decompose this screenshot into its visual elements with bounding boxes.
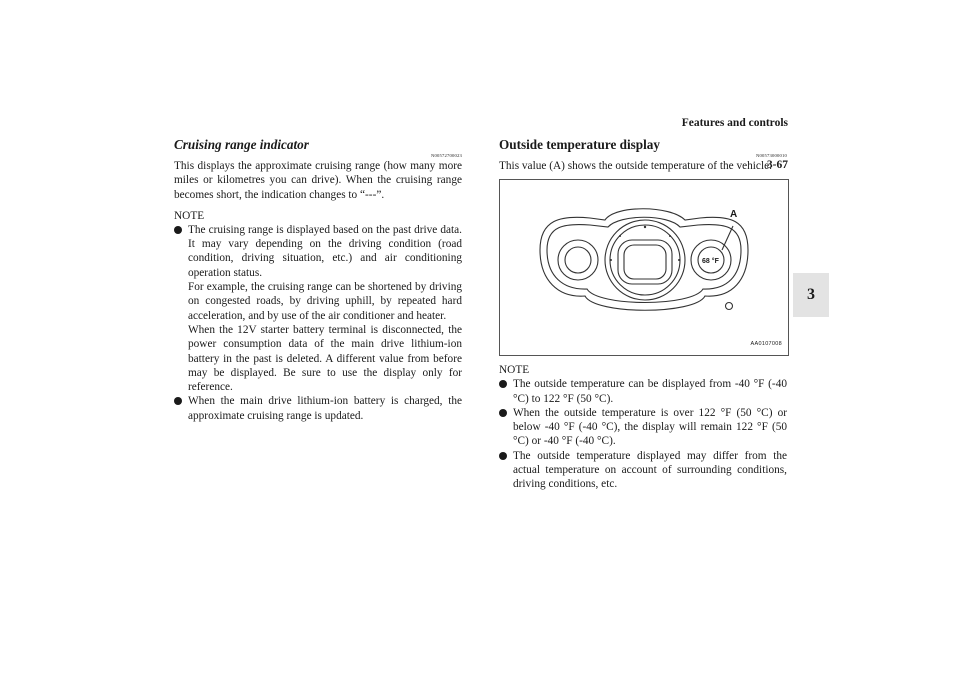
temperature-unit: °F — [711, 258, 719, 266]
note-text: The cruising range is displayed based on the past drive data. It may vary depending on the driving condition (road condition, driving situation, etc.) and air conditioning operation status. — [188, 223, 462, 279]
instrument-cluster-illustration — [500, 180, 788, 355]
note-item — [499, 377, 787, 406]
note-text: The outside temperature can be displayed from -40 °F (-40 °C) to 122 °F (50 °C). — [513, 378, 787, 405]
note-list — [174, 223, 462, 423]
chapter-number: 3 — [807, 286, 815, 303]
section-code: N00572700023 — [431, 153, 462, 158]
cruising-range-paragraph: This displays the approximate cruising range (how many more miles or kilometres you can drive). When the cruising range becomes short, the indication changes to “---”. — [174, 160, 462, 201]
left-column — [174, 137, 462, 423]
note-text: When the main drive lithium-ion battery is charged, the approximate cruising range is updated. — [188, 395, 462, 422]
cruising-range-heading: Cruising range indicator — [174, 137, 309, 152]
note-item — [174, 223, 462, 395]
note-label: NOTE — [499, 364, 530, 377]
bullet-icon — [499, 452, 507, 460]
note-label: NOTE — [174, 209, 205, 222]
chapter-tab — [793, 273, 829, 317]
note-item — [499, 406, 787, 449]
temperature-value: 68 — [702, 258, 710, 266]
note-text: For example, the cruising range can be shortened by driving on congested roads, by driving uphill, by repeated hard acceleration, and by use of the air conditioner and heater. — [188, 281, 462, 322]
figure-code: AA0107008 — [750, 341, 782, 347]
bullet-icon — [499, 380, 507, 388]
note-item — [499, 449, 787, 492]
callout-label: A — [730, 209, 738, 221]
section-code: N00573000010 — [756, 153, 787, 158]
page-number: 3-67 — [766, 159, 788, 171]
outside-temp-heading: Outside temperature display — [499, 137, 660, 152]
note-list — [499, 377, 787, 491]
outside-temp-paragraph: This value (A) shows the outside temperature of the vehicle. — [499, 160, 772, 172]
instrument-cluster-figure — [499, 179, 789, 356]
right-column — [499, 137, 787, 492]
bullet-icon — [499, 409, 507, 417]
running-header: Features and controls — [681, 117, 788, 129]
bullet-icon — [174, 397, 182, 405]
bullet-icon — [174, 226, 182, 234]
note-item — [174, 394, 462, 423]
note-text: When the 12V starter battery terminal is disconnected, the power consumption data of the main drive lithium-ion battery in the past is deleted. A different value from before may be displayed. Be sure to use the display only for reference. — [188, 323, 462, 394]
note-text: When the outside temperature is over 122 °F (50 °C) or below -40 °F (-40 °C), the display will remain 122 °F (50 °C) or -40 °F (-40 °C). — [513, 406, 787, 448]
temperature-readout — [702, 255, 719, 269]
note-text: The outside temperature displayed may differ from the actual temperature on account of surrounding conditions, driving conditions, etc. — [513, 449, 787, 491]
